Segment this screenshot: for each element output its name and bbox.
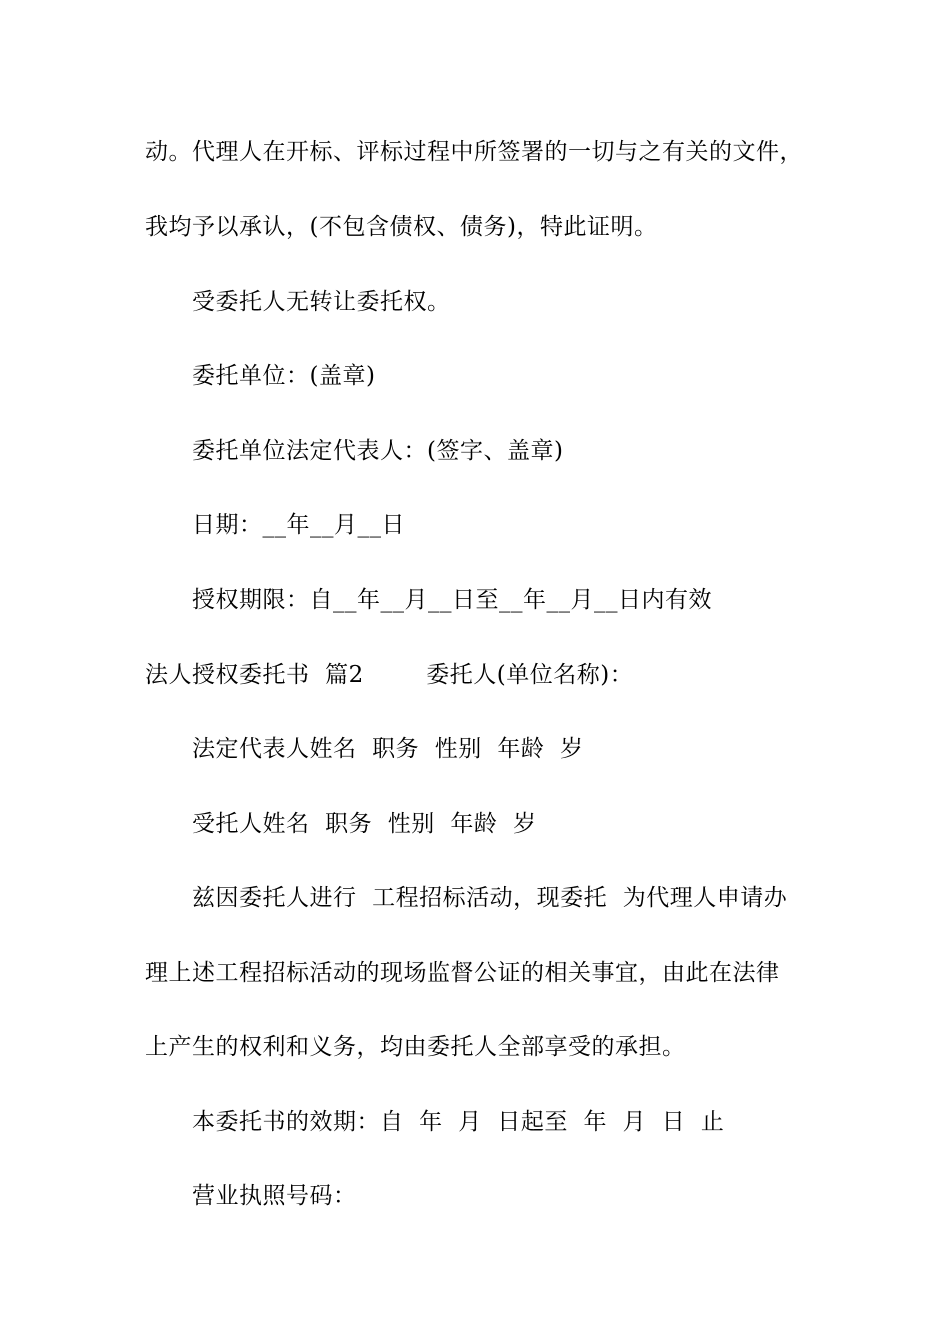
paragraph-line: 委托单位法定代表人：(签字、盖章)	[192, 438, 564, 464]
license-number-line: 营业执照号码：	[192, 1183, 357, 1209]
paragraph-line: 我均予以承认，(不包含债权、债务)，特此证明。	[145, 214, 658, 240]
paragraph-line: 法定代表人姓名 职务 性别 年龄 岁	[192, 736, 584, 762]
paragraph-line: 动。代理人在开标、评标过程中所签署的一切与之有关的文件，	[145, 139, 803, 165]
paragraph-line: 受托人姓名 职务 性别 年龄 岁	[192, 811, 537, 837]
authorization-period-line: 授权期限：自__年__月__日至__年__月__日内有效	[192, 587, 712, 613]
paragraph-line: 受委托人无转让委托权。	[192, 289, 451, 315]
paragraph-line: 兹因委托人进行 工程招标活动，现委托 为代理人申请办	[192, 885, 788, 911]
paragraph-line: 委托单位：(盖章)	[192, 363, 376, 389]
date-line: 日期：__年__月__日	[192, 512, 405, 538]
section-heading: 法人授权委托书 篇2 委托人(单位名称)：	[145, 662, 634, 688]
paragraph-line: 上产生的权利和义务，均由委托人全部享受的承担。	[145, 1034, 686, 1060]
paragraph-line: 理上述工程招标活动的现场监督公证的相关事宜，由此在法律	[145, 960, 780, 986]
validity-line: 本委托书的效期：自 年 月 日起至 年 月 日 止	[192, 1109, 725, 1135]
